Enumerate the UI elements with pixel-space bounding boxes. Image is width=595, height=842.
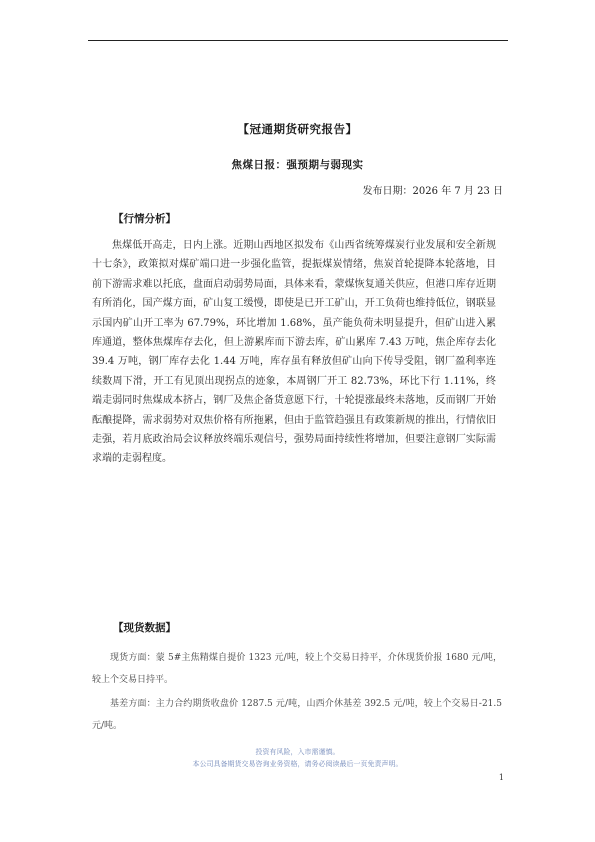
basis-paragraph: 基差方面：主力合约期货收盘价 1287.5 元/吨，山西介休基差 392.5 元/吨，较上个交易日-21.5 元/吨。: [92, 699, 502, 731]
spot-price-paragraph: 现货方面：蒙 5#主焦精煤自提价 1323 元/吨，较上个交易日持平，介休现货价报 1680 元/吨，较上个交易日持平。: [92, 653, 502, 685]
publish-date: 发布日期：2026 年 7 月 23 日: [362, 186, 503, 197]
footer-notice: [0, 746, 595, 770]
header-rule: [88, 40, 508, 41]
report-title: 【冠通期货研究报告】: [237, 122, 358, 136]
disclaimer-notice: 本公司具备期货交易咨询业务资格，请务必阅读最后一页免责声明。: [192, 760, 403, 768]
market-analysis-body: 焦煤低开高走，日内上涨。近期山西地区拟发布《山西省统筹煤炭行业发展和安全新规十七条》，政策拟对煤矿端口进一步强化监管，提振煤炭情绪，焦炭首轮提降本轮落地，目前下游需求难以托底，盘面启动弱势局面，具体来看，蒙煤恢复通关供应，但港口库存近期有所消化，国产煤方面，矿山复工缓慢，即使是已开工矿山，开工负荷也维持低位，钢联显示国内矿山开工率为 67.79%，环比增加 1.68%，虽产能负荷未明显提升，但矿山进入累库通道，整体焦煤库存去化，但上游累库而下游去库，矿山累库 7.43 万吨，焦企库存去化 39.4 万吨，钢厂库存去化 1.44 万吨，库存虽有释放但矿山向下传导受阻，钢厂盈利率连续数周下滑，开工有见顶出现拐点的迹象，本周钢厂开工 82.73%，环比下行 1.11%，终端走弱同时焦煤成本挤占，钢厂及焦企备货意愿下行，十轮提涨最终未落地，反而钢厂开始酝酿提降，需求弱势对双焦价格有所拖累，但由于监管趋强且有政策新规的推出，行情依旧走强，若月底政治局会议释放终端乐观信号，强势局面持续性将增加，但要注意钢厂实际需求端的走弱程度。: [92, 240, 496, 465]
risk-notice: 投资有风险，入市需谨慎。: [255, 748, 340, 756]
market-analysis-heading: 【行情分析】: [113, 213, 176, 225]
page-number: 1: [498, 773, 504, 782]
report-subtitle: 焦煤日报：强预期与弱现实: [231, 159, 364, 171]
spot-data-heading: 【现货数据】: [113, 622, 176, 634]
